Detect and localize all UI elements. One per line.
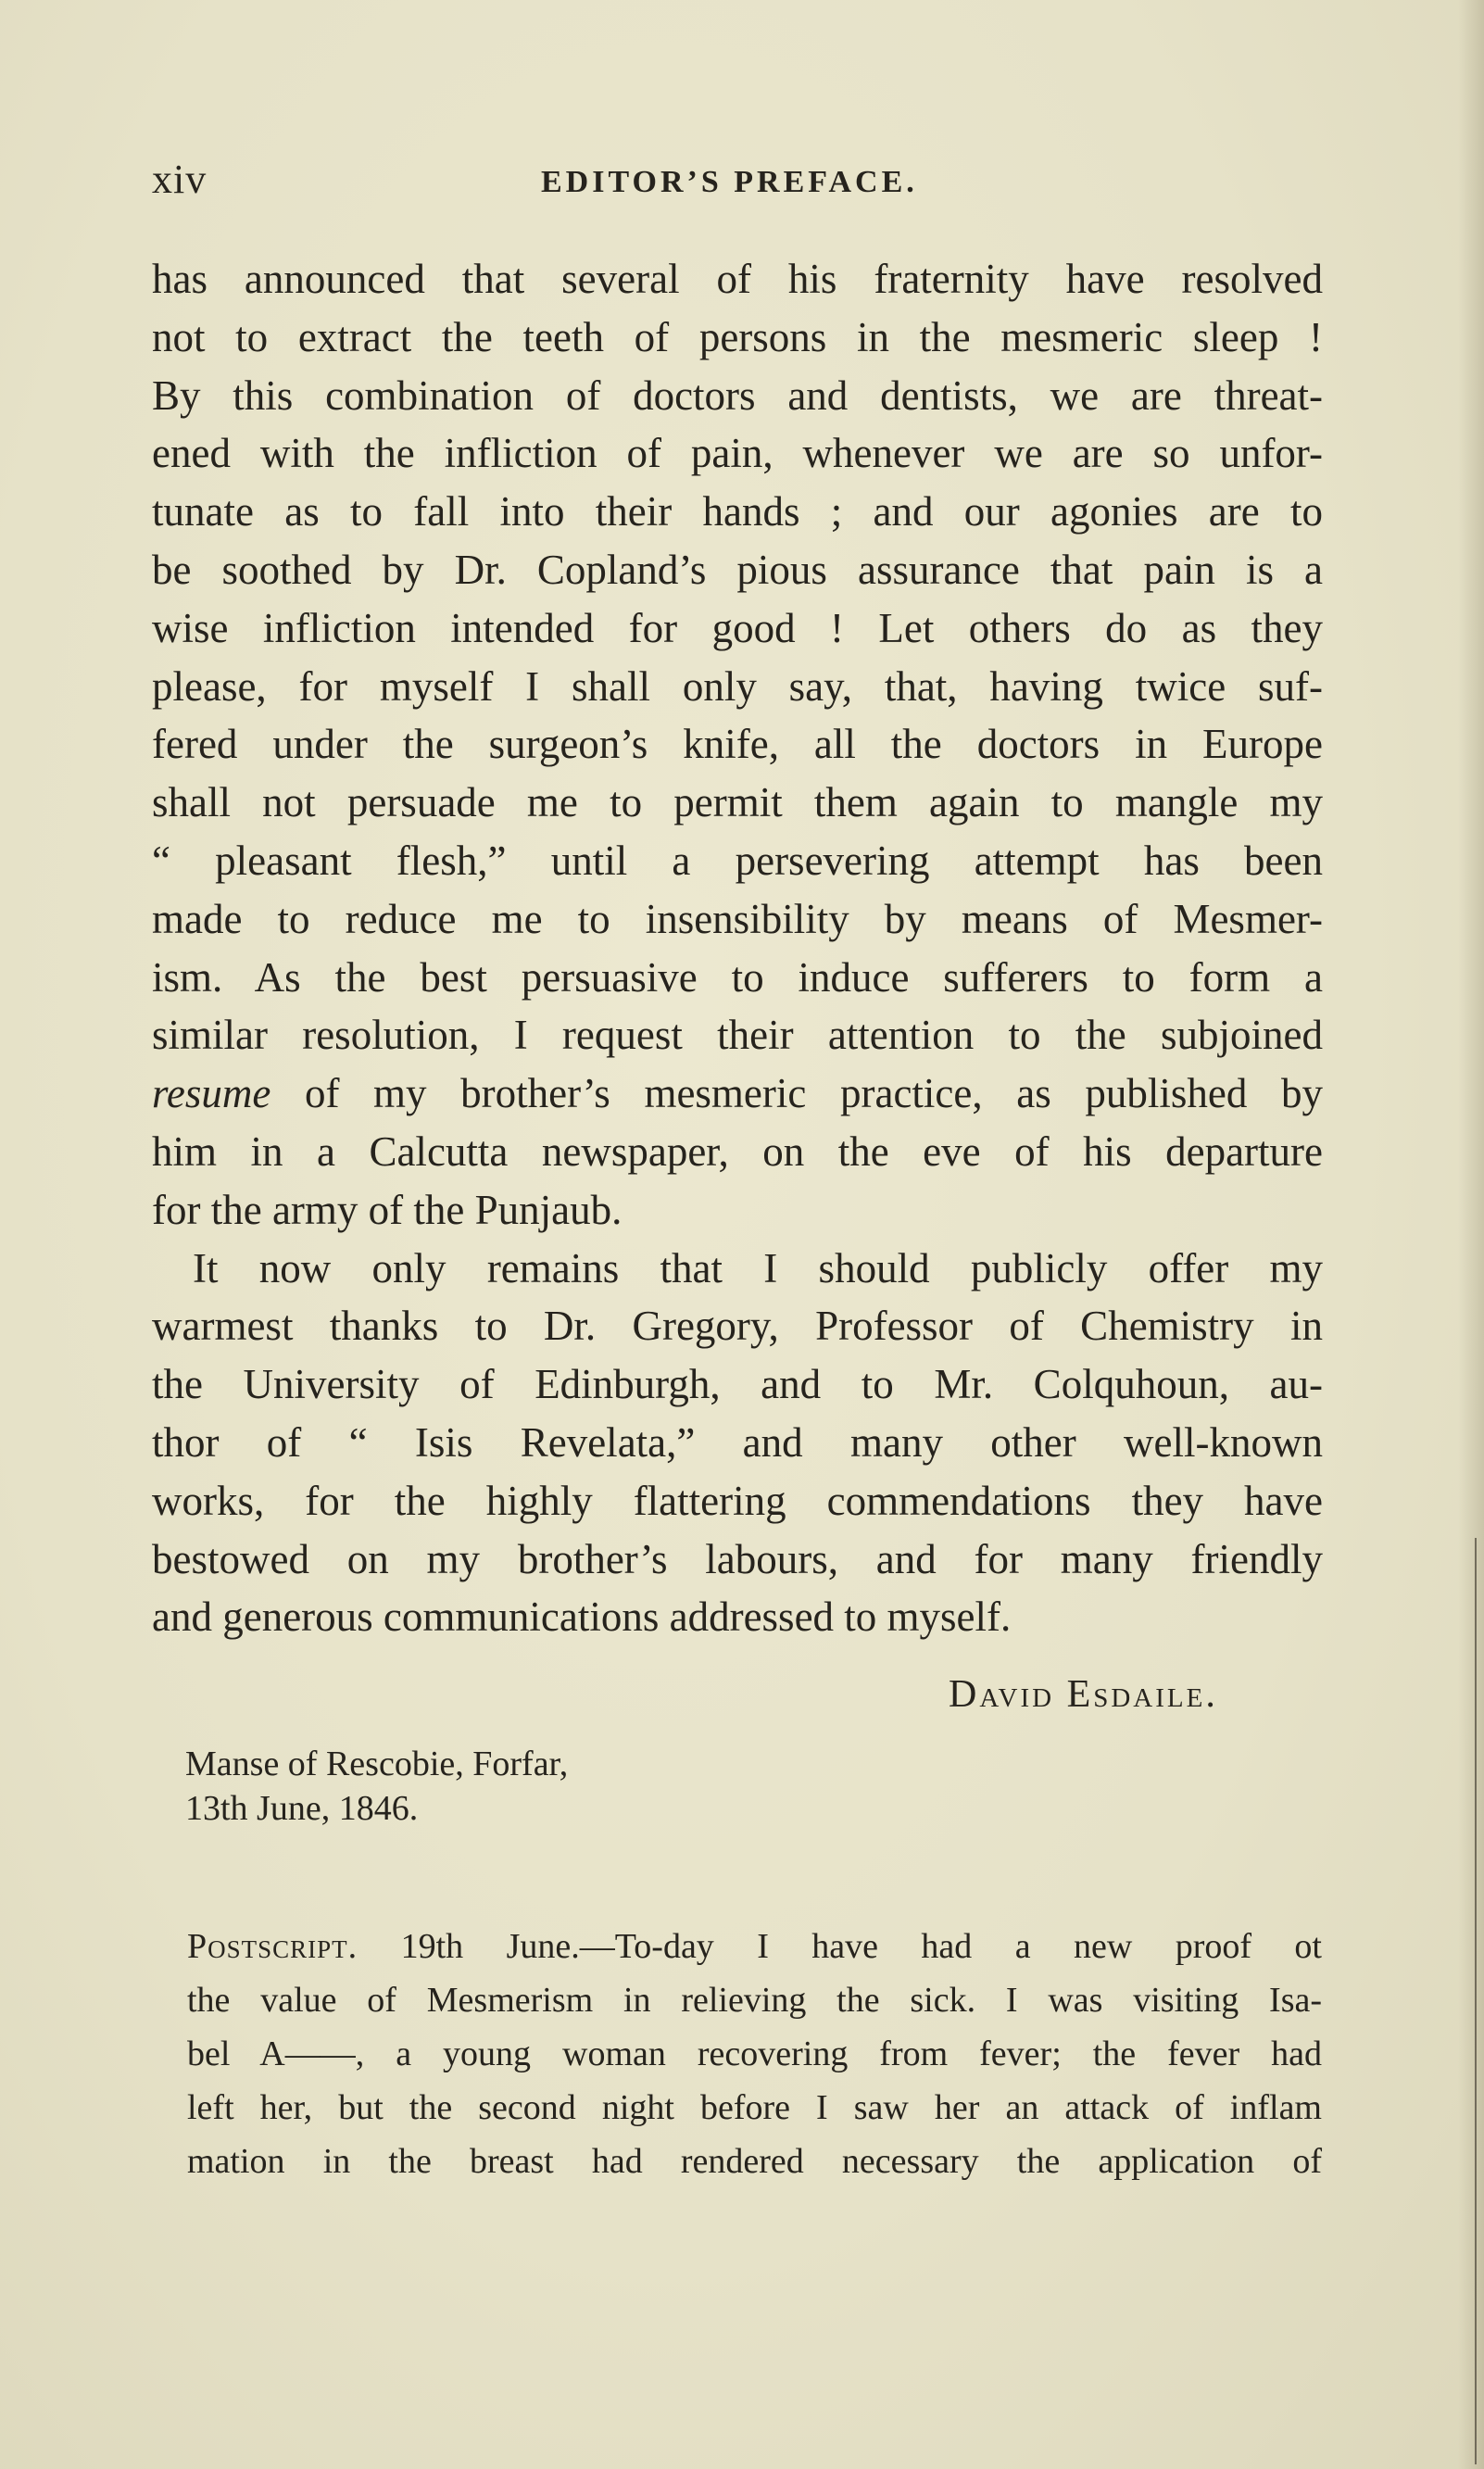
text-line: be soothed by Dr. Copland’s pious assurance that pain is a (152, 546, 1323, 593)
dateline (185, 1742, 568, 1831)
italic-word: resume (152, 1070, 271, 1117)
text-line: tunate as to fall into their hands ; and our agonies are to (152, 488, 1323, 535)
text-line: ism. As the best persuasive to induce sufferers to form a (152, 953, 1323, 1001)
text-line: By this combination of doctors and dentists, we are threat- (152, 372, 1323, 419)
text-line: works, for the highly flattering commendations they have (152, 1477, 1323, 1524)
text-run: 19th June.—To-day I have had a new proof ot (358, 1927, 1322, 1966)
running-head (152, 156, 1328, 211)
body-text (152, 250, 1323, 1646)
text-line (152, 1064, 1323, 1123)
text-line: and generous communications addressed to myself. (152, 1594, 1012, 1641)
text-line: left her, but the second night before I saw her an attack of inflam (187, 2088, 1322, 2127)
text-line: “ pleasant flesh,” until a persevering attempt has been (152, 837, 1323, 884)
postscript (187, 1920, 1322, 2188)
text-line: ened with the infliction of pain, whenever we are so unfor- (152, 430, 1323, 477)
text-line: please, for myself I shall only say, that, having twice suf- (152, 662, 1323, 710)
text-line: bel A——, a young woman recovering from fever; the fever had (187, 2034, 1322, 2073)
page-edge-line (1475, 1538, 1477, 2464)
text-line: bestowed on my brother’s labours, and for many friendly (152, 1535, 1323, 1582)
text-line: similar resolution, I request their attention to the subjoined (152, 1012, 1323, 1059)
postscript-label: Postscript. (187, 1927, 358, 1966)
text-line: the value of Mesmerism in relieving the sick. I was visiting Isa- (187, 1981, 1322, 2020)
text-run: of my brother’s mesmeric practice, as published by (270, 1070, 1323, 1117)
text-line: thor of “ Isis Revelata,” and many other well-known (152, 1418, 1323, 1466)
text-line: for the army of the Punjaub. (152, 1186, 623, 1233)
signature: David Esdaile. (949, 1673, 1218, 1716)
text-line: has announced that several of his fraternity have resolved (152, 256, 1323, 302)
running-title: EDITOR’S PREFACE. (541, 165, 918, 199)
text-line: shall not persuade me to permit them again to mangle my (152, 779, 1323, 826)
address-line: Manse of Rescobie, Forfar, (185, 1745, 569, 1783)
page-number: xiv (152, 157, 208, 202)
text-line: It now only remains that I should publicly offer my (193, 1244, 1323, 1291)
text-line: wise infliction intended for good ! Let others do as they (152, 604, 1323, 651)
date-line: 13th June, 1846. (185, 1789, 419, 1828)
text-line: mation in the breast had rendered necessary the application of (187, 2142, 1322, 2181)
text-line (187, 1920, 1322, 1973)
text-line: not to extract the teeth of persons in the mesmeric sleep ! (152, 313, 1323, 360)
page-edge-shadow (1458, 0, 1484, 2469)
text-line: fered under the surgeon’s knife, all the doctors in Europe (152, 721, 1323, 768)
text-line: him in a Calcutta newspaper, on the eve of his departure (152, 1127, 1323, 1175)
text-line: made to reduce me to insensibility by means of Mesmer- (152, 895, 1323, 942)
text-line: the University of Edinburgh, and to Mr. Colquhoun, au- (152, 1361, 1323, 1408)
text-line: warmest thanks to Dr. Gregory, Professor of Chemistry in (152, 1303, 1323, 1350)
